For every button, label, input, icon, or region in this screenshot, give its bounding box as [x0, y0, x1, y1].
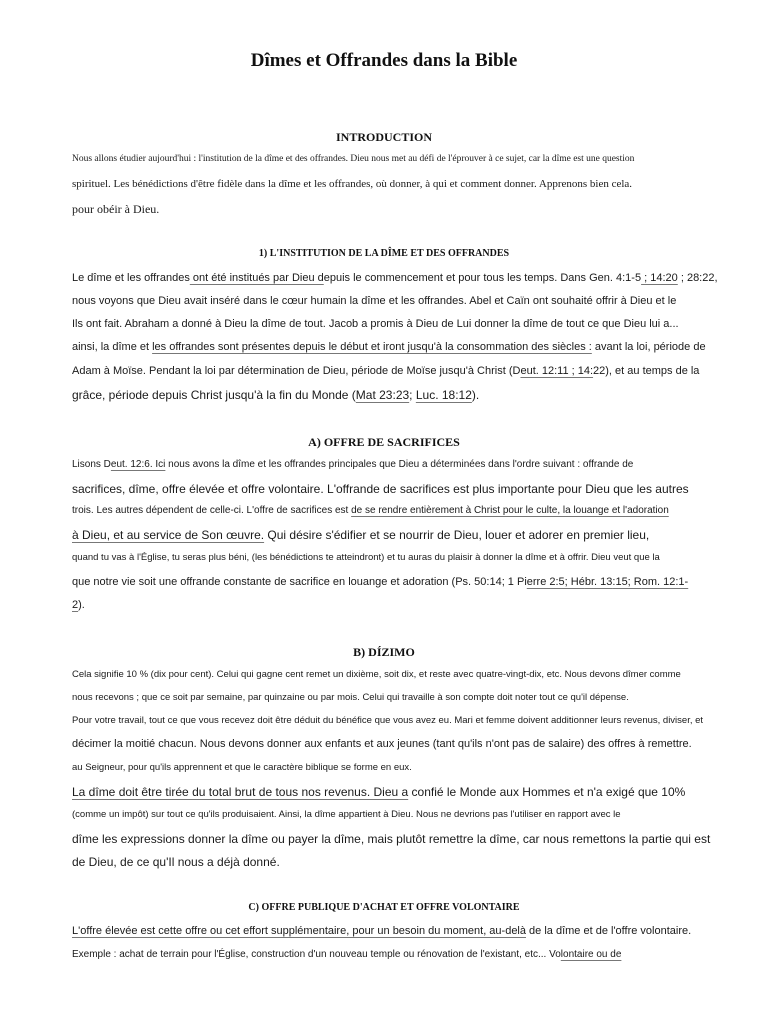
- text-run: epuis le commencement et pour tous les temps. Dans Gen. 4:1-5: [323, 272, 642, 284]
- section-b-line-7: (comme un impôt) sur tout ce qu'ils produisaient. Ainsi, la dîme appartient à Dieu. Nous ne devrions pas l'utiliser en rapport avec le: [72, 809, 621, 820]
- text-run: nous avons la dîme et les offrandes principales que Dieu a déterminées dans l'ordre suivant : offrande de: [165, 459, 634, 470]
- intro-line-1: Nous allons étudier aujourd'hui : l'institution de la dîme et des offrandes. Dieu nous met au défi de l'éprouver à ce sujet, car la dîme est une question: [72, 154, 635, 164]
- underlined-text: de se rendre entièrement à Christ pour le culte, la louange et l'adoration: [351, 505, 669, 516]
- text-run: Le dîme et les offrandes: [72, 272, 190, 284]
- bible-reference-link[interactable]: Mat 23:23: [355, 388, 410, 402]
- section-b-line-1: Cela signifie 10 % (dix pour cent). Celui qui gagne cent remet un dixième, soit dix, et reste avec quatre-vingt-dix, etc. Nous devons dîmer comme: [72, 669, 681, 680]
- text-run: Exemple : achat de terrain pour l'Église, construction d'un nouveau temple ou rénovation de l'existant, etc... Vo: [72, 949, 561, 960]
- underlined-text: erre 2:5; Hé: [526, 576, 585, 588]
- text-run: ; 28:22,: [677, 272, 718, 284]
- section-b-line-9: de Dieu, de ce qu'Il nous a déjà donné.: [72, 855, 280, 869]
- text-run: que notre vie soit une offrande constante de sacrifice en louange et adoration (Ps. 50:14; 1 Pi: [72, 576, 527, 588]
- section-c-heading: C) OFFRE PUBLIQUE D'ACHAT ET OFFRE VOLONTAIRE: [248, 902, 520, 913]
- section-1-line-3: Ils ont fait. Abraham a donné à Dieu la dîme de tout. Jacob a promis à Dieu de Lui donner la dîme de tout ce que Dieu lui a...: [72, 318, 679, 330]
- underlined-text: L'offre élevée est cette offre ou cet effort supplémentaire, pour un besoin du moment, au-delà: [72, 925, 526, 937]
- text-run: trois. Les autres dépendent de celle-ci. L'offre de sacrifices est: [72, 505, 352, 516]
- underlined-text: lontaire ou de: [560, 949, 622, 960]
- section-b-heading: B) DÍZIMO: [353, 645, 415, 659]
- section-1-heading: 1) L'INSTITUTION DE LA DÎME ET DES OFFRANDES: [258, 248, 510, 259]
- section-1-line-6: [72, 388, 479, 402]
- text-run: grâce, période depuis Christ jusqu'à la fin du Monde (: [72, 388, 356, 402]
- text-run: ainsi, la dîme et: [72, 341, 153, 353]
- text-run: Qui désire s'édifier et se nourrir de Dieu, louer et adorer en premier lieu,: [264, 528, 650, 542]
- text-run: ;: [409, 388, 416, 402]
- bible-reference-link[interactable]: ; 14:20: [641, 272, 678, 284]
- section-b-line-5: au Seigneur, pour qu'ils apprennent et que le caractère biblique se forme en eux.: [72, 762, 412, 773]
- text-run: de la dîme et de l'offre volontaire.: [526, 925, 692, 937]
- section-b-line-6: [72, 785, 685, 799]
- bible-reference-link[interactable]: eut. 12:6. Ici: [110, 459, 166, 470]
- underlined-text: om. 12:1-: [641, 576, 689, 588]
- section-a-line-6: [72, 576, 688, 588]
- introduction-heading: INTRODUCTION: [335, 130, 432, 144]
- section-a-line-3: [72, 505, 669, 516]
- text-run: Lisons D: [72, 459, 111, 470]
- underlined-text: :15; R: [612, 576, 642, 588]
- intro-line-2: spirituel. Les bénédictions d'être fidèle dans la dîme et les offrandes, où donner, à qui et comment donner. Apprenons bien cela.: [72, 178, 633, 190]
- section-a-heading: A) OFFRE DE SACRIFICES: [308, 435, 460, 449]
- section-b-line-2: nous recevons ; que ce soit par semaine, par quinzaine ou par mois. Celui qui travaille à son compte doit noter tout ce qu'il dépense.: [72, 692, 629, 703]
- underlined-text: La dîme doit être tirée du total brut de tous nos revenus. Dieu a: [72, 785, 409, 799]
- section-a-line-1: [72, 459, 633, 470]
- text-run: ).: [78, 599, 85, 611]
- underlined-text: à Dieu, et au service de Son œuvre.: [72, 528, 265, 542]
- text-run: avant la loi, période de: [591, 341, 706, 353]
- text-run: 22), et au temps de la: [593, 365, 700, 377]
- section-a-line-2: sacrifices, dîme, offre élevée et offre volontaire. L'offrande de sacrifices est plus importante pour Dieu que les autres: [72, 482, 689, 496]
- section-b-line-4: décimer la moitié chacun. Nous devons donner aux enfants et aux jeunes (tant qu'ils n'ont pas de salaire) des offres à remettre.: [72, 738, 692, 750]
- bible-reference-link[interactable]: Luc. 18:12: [415, 388, 472, 402]
- section-1-line-4: [72, 341, 706, 353]
- text-run: ).: [471, 388, 480, 402]
- section-c-line-1: [72, 925, 691, 937]
- section-b-line-8: dîme les expressions donner la dîme ou payer la dîme, mais plutôt remettre la dîme, car nous remettons la partie qui est: [72, 832, 711, 846]
- section-c-line-2: [72, 949, 621, 960]
- section-a-line-7: [72, 599, 85, 611]
- section-1-line-5: [72, 365, 699, 377]
- intro-line-3: pour obéir à Dieu.: [72, 202, 160, 216]
- text-run: confié le Monde aux Hommes et n'a exigé que 10%: [408, 785, 686, 799]
- text-run: Adam à Moïse. Pendant la loi par détermination de Dieu, période de Moïse jusqu'à Christ (D: [72, 365, 521, 377]
- section-a-line-5: quand tu vas à l'Église, tu seras plus béni, (les bénédictions te atteindront) et tu auras du plaisir à donner la dîme et à offrir. Dieu veut que la: [72, 552, 660, 563]
- section-a-line-4: [72, 528, 649, 542]
- page-title: Dîmes et Offrandes dans la Bible: [250, 50, 518, 71]
- underlined-text: 2: [72, 599, 79, 611]
- section-b-line-3: Pour votre travail, tout ce que vous recevez doit être déduit du bénéfice que vous avez eu. Mari et femme doivent additionner leurs revenus, diviser, et: [72, 715, 704, 726]
- bible-reference-link[interactable]: eut. 12:11 ; 14:: [520, 365, 594, 377]
- underlined-text: les offrandes sont présentes depuis le début et iront jusqu'à la consommation des siècles :: [152, 341, 592, 353]
- section-1-line-1: [72, 272, 718, 284]
- underlined-text: ont été institués par Dieu d: [189, 272, 324, 284]
- section-1-line-2: nous voyons que Dieu avait inséré dans le cœur humain la dîme et les offrandes. Abel et Caïn ont souhaité offrir à Dieu et le: [72, 295, 677, 307]
- underlined-text: br. 13: [584, 576, 613, 588]
